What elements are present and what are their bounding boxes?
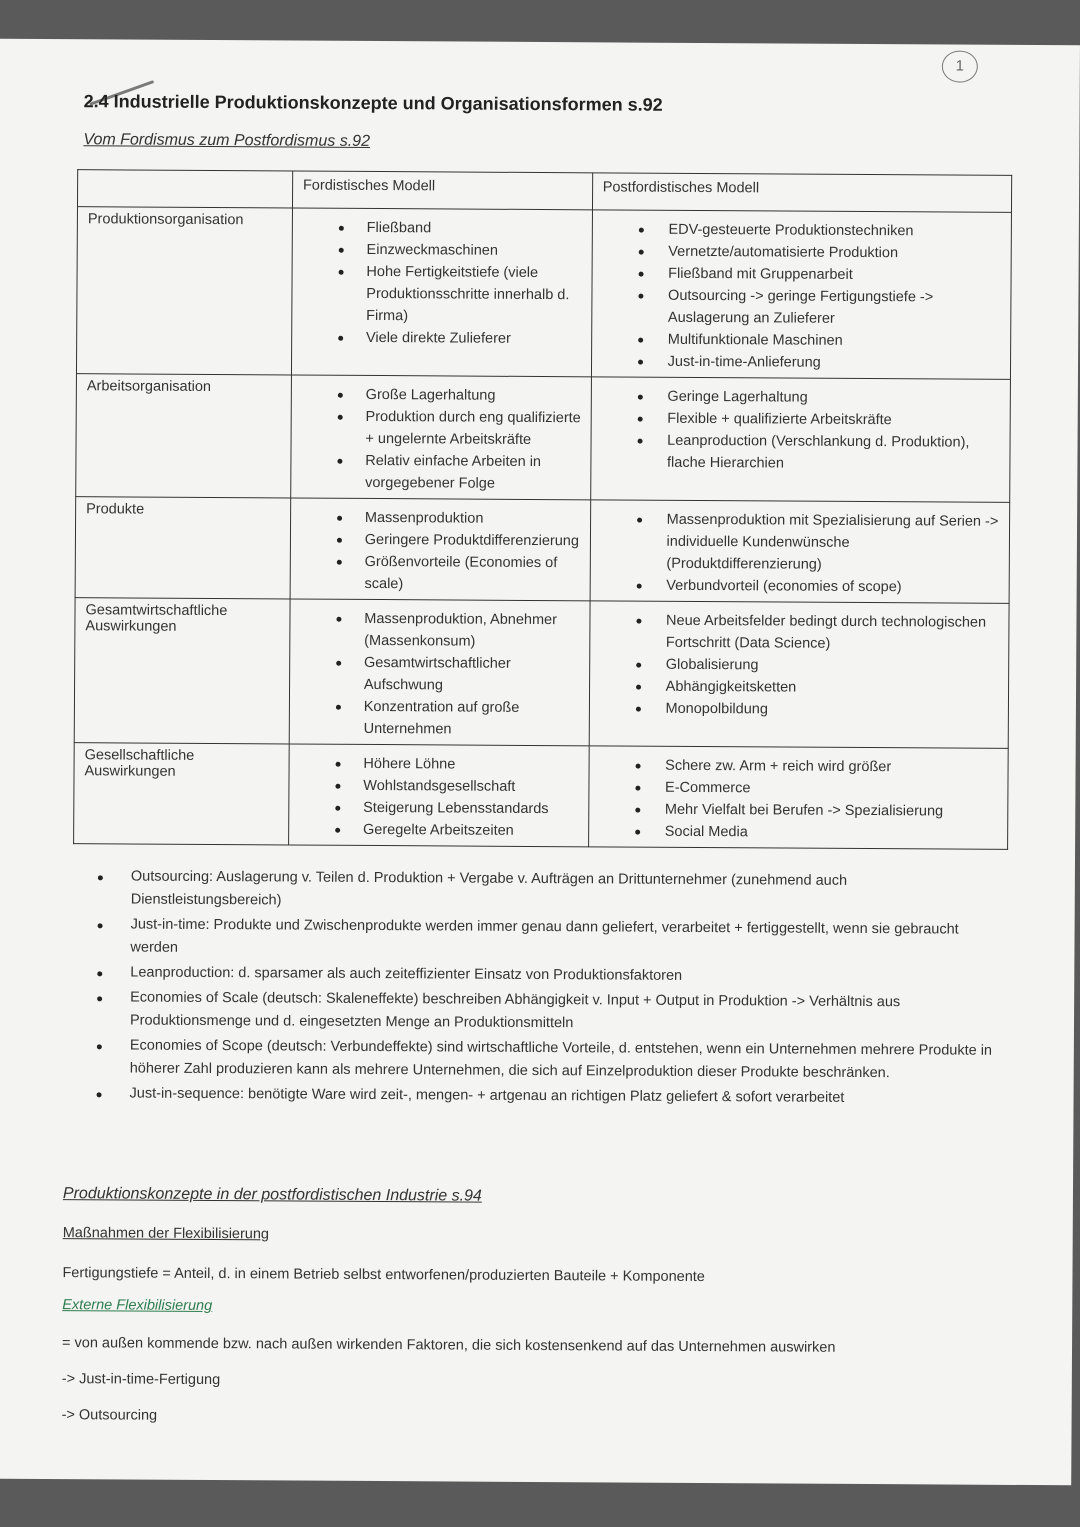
postfordist-cell [588,746,1008,850]
list-item: Globalisierung [600,653,1001,677]
bullet-list [599,609,1000,721]
definition-item: Just-in-sequence: benötigte Ware wird zeit-, mengen- + artgenau an richtigen Platz geliefert & sofort verarbeitet [93,1082,993,1110]
list-item: Einzweckmaschinen [303,239,584,263]
page-number-circle: 1 [942,50,978,82]
list-item: Konzentration auf große Unternehmen [300,696,581,742]
list-item: Just-in-time-Anlieferung [602,350,1003,374]
table-header [77,170,292,208]
section2-subheading: Maßnahmen der Flexibilisierung [62,1225,270,1243]
fertigungstiefe-definition: Fertigungstiefe = Anteil, d. in einem Betrieb selbst entworfenen/produzierten Bauteile + Komponente [62,1265,705,1286]
list-item: Geregelte Arbeitszeiten [299,819,580,843]
table-header-row [77,170,1011,213]
bullet-list [300,608,582,742]
definition-item: Leanproduction: d. sparsamer als auch zeiteffizienter Einsatz von Produktionsfaktoren [94,961,994,989]
bullet-list [300,507,581,597]
list-item: Flexible + qualifizierte Arbeitskräfte [601,407,1002,431]
bullet-list [299,753,580,843]
list-item: Höhere Löhne [299,753,580,777]
list-item: Fließband [303,217,584,241]
fordist-cell [288,744,588,847]
row-label: Gesamtwirtschaftliche Auswirkungen [74,598,290,744]
postfordist-cell [591,210,1011,380]
fordist-cell [291,208,592,377]
page-title: 2.4 Industrielle Produktionskonzepte und Organisationsformen s.92 [83,91,663,115]
list-item: Vernetzte/automatisierte Produktion [602,240,1003,264]
extern-heading: Externe Flexibilisierung [62,1297,213,1315]
table-header: Fordistisches Modell [292,171,592,210]
definition-item: Economies of Scope (deutsch: Verbundeffekte) sind wirtschaftliche Vorteile, d. entstehen, wenn ein Unternehmen mehrere Produkte in höherer Zahl produzieren kann als mehrere Unternehmen, die sich auf Einzelproduktion dieser Produkte beschränken. [94,1034,994,1085]
bullet-list [599,754,1000,844]
list-item: Schere zw. Arm + reich wird größer [599,754,1000,778]
row-label: Arbeitsorganisation [76,374,292,498]
list-item: Abhängigkeitsketten [600,675,1001,699]
extern-item: -> Just-in-time-Fertigung [61,1371,221,1389]
row-label: Produktionsorganisation [76,207,292,375]
list-item: EDV-gesteuerte Produktionstechniken [602,218,1003,242]
section2-heading: Produktionskonzepte in der postfordistischen Industrie s.94 [62,1185,482,1205]
list-item: Multifunktionale Maschinen [602,328,1003,352]
bullet-list [301,384,582,496]
table-row [76,374,1011,503]
definition-item: Outsourcing: Auslagerung v. Teilen d. Produktion + Vergabe v. Aufträgen an Drittunternehmer (zunehmend auch Dienstleistungsbereich) [95,865,995,916]
list-item: Größenvorteile (Economies of scale) [300,551,581,597]
extern-definition: = von außen kommende bzw. nach außen wirkenden Faktoren, die sich kostensenkend auf das Unternehmen auswirken [61,1335,836,1356]
bullet-list [601,385,1002,475]
list-item: Massenproduktion [301,507,582,531]
list-item: Viele direkte Zulieferer [302,327,583,351]
table-row [74,598,1009,749]
list-item: Gesamtwirtschaftlicher Aufschwung [300,652,581,698]
document-page [0,39,1080,1486]
definition-item: Economies of Scale (deutsch: Skaleneffekte) beschreiben Abhängigkeit v. Input + Output in Produktion -> Verhältnis aus Produktionsmenge und d. eingesetzten Menge an Produktionsmitteln [94,986,994,1037]
list-item: E-Commerce [599,776,1000,800]
definition-list [93,865,994,1112]
postfordist-cell [589,601,1009,749]
bullet-list [602,218,1003,374]
row-label: Gesellschaftliche Auswirkungen [74,743,289,845]
table-row [75,497,1010,604]
list-item: Geringere Produktdifferenzierung [301,529,582,553]
list-item: Geringe Lagerhaltung [601,385,1002,409]
comparison-table [73,169,1012,850]
list-item: Wohlstandsgesellschaft [299,775,580,799]
bullet-list [302,217,584,351]
list-item: Verbundvorteil (economies of scope) [600,574,1001,598]
extern-item: -> Outsourcing [61,1407,158,1424]
list-item: Monopolbildung [599,697,1000,721]
list-item: Mehr Vielfalt bei Berufen -> Spezialisierung [599,798,1000,822]
fordist-cell [290,498,590,601]
table-row [74,743,1009,850]
list-item: Große Lagerhaltung [302,384,583,408]
list-item: Relativ einfache Arbeiten in vorgegebener Folge [301,450,582,496]
fordist-cell [289,599,590,746]
list-item: Social Media [599,820,1000,844]
postfordist-cell [590,377,1010,503]
table-row [76,207,1011,380]
postfordist-cell [590,500,1010,604]
table-header: Postfordistisches Modell [592,173,1012,213]
list-item: Steigerung Lebensstandards [299,797,580,821]
list-item: Hohe Fertigkeitstiefe (viele Produktionsschritte innerhalb d. Firma) [302,261,583,329]
bullet-list [600,508,1001,598]
definition-item: Just-in-time: Produkte und Zwischenprodukte werden immer genau dann geliefert, verarbeitet + fertiggestellt, wenn sie gebraucht werden [94,913,994,964]
list-item: Fließband mit Gruppenarbeit [602,262,1003,286]
list-item: Massenproduktion, Abnehmer (Massenkonsum) [300,608,581,654]
list-item: Outsourcing -> geringe Fertigungstiefe -> Auslagerung an Zulieferer [602,284,1003,330]
row-label: Produkte [75,497,290,599]
list-item: Massenproduktion mit Spezialisierung auf Serien -> individuelle Kundenwünsche (Produktdifferenzierung) [600,508,1001,576]
fordist-cell [291,375,592,500]
section-subtitle: Vom Fordismus zum Postfordismus s.92 [83,131,371,150]
list-item: Neue Arbeitsfelder bedingt durch technologischen Fortschritt (Data Science) [600,609,1001,655]
list-item: Produktion durch eng qualifizierte + ungelernte Arbeitskräfte [301,406,582,452]
list-item: Leanproduction (Verschlankung d. Produktion), flache Hierarchien [601,429,1002,475]
